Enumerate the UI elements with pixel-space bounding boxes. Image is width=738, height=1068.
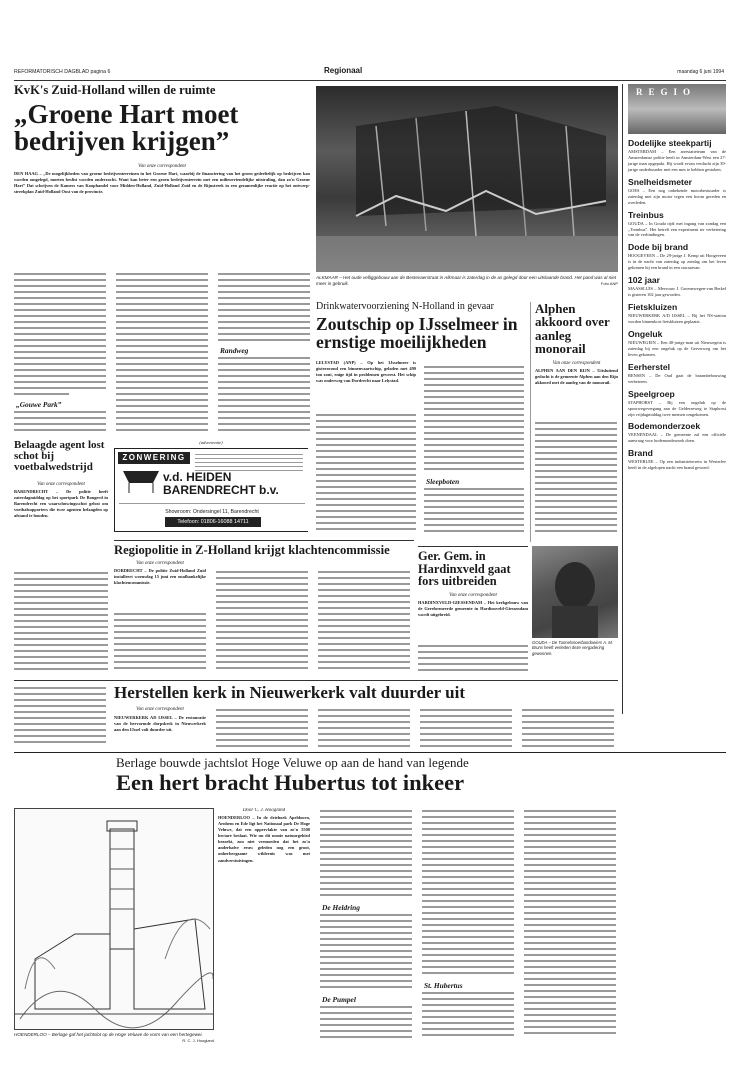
gouda-caption: GOUDA – De Tunnelsnoerbandoeiers A. M. Bruns heeft verleden deze vergadering gewonnen. [532,640,613,656]
regio-item-title: Dodelijke steekpartij [628,138,712,148]
regiopolitie-col-2 [216,569,308,675]
regio-item-title: Treinbus [628,209,664,220]
kicker: Drinkwatervoorziening N-Holland in gevaar [316,302,494,312]
regio-item-title: 102 jaar [628,275,661,286]
regio-items [628,138,726,471]
regio-item-text: GOES – Een nog onbekende motorbestuurder is zaterdag met zijn motor tegen een boom gereden en overleden. [628,187,726,205]
regio-item-title: Bodemonderzoek [628,421,701,432]
regio-item-text: NIEUWERKERK A/D IJSSEL – Bij het NS-station worden binnenkort fietskluizen geplaatst. [628,313,726,324]
hubertus-lead-col [218,808,310,1044]
regio-item-title: Snelheidsmeter [628,176,692,187]
regio-item-title: Dode bij brand [628,242,689,253]
nieuwerkerk-col-3 [318,707,410,750]
alphen-body [535,420,617,540]
body-columns [14,271,310,436]
lead-text: DEN HAAG – „De mogelijkheden van groene bedrijventerreinen in het Groene Hart, waarbij de financiering van het groen gedeeltelijk op bedrijven kan worden omgelegd, moeten beslist worden onderzocht. Want kan beter een groen bedrijventerrein met een milieuvriendelijke uitstraling, dan zo'n Groene Hart” Dat schrijven de Kamers van Koophandel voor Midden-Holland, Zuid-Holland Zuid en de Rijnstreek in een gezamenlijke reactie op het ontwerp-streekplan Zuid-Holland Oost van de provincie. [14,170,310,195]
byline: Van onze correspondent [136,560,184,566]
ijsselmeer-col-2 [424,364,524,539]
photo-icon [316,86,618,272]
lead-text: DORDRECHT – De politie Zuid-Holland Zuid installeert woensdag 15 juni een onafhankelijke klachtencommissie. [114,567,206,585]
byline: Van onze correspondent [552,361,601,366]
ad-phone: Telefoon: 01806-16088 14711 [165,517,261,527]
text-col-1 [14,271,106,436]
regio-item-title: Ongeluk [628,328,663,339]
regio-item-text: STAPHORST – Bij een ongeluk op de spoorwegovergang aan de Gelderseweg te Staphorst zijn vrijdagmiddag twee mensen omgekomen. [628,399,726,417]
byline: Van onze correspondent [138,163,186,169]
regio-item-title: Eerherstel [628,361,671,372]
ad-brand: ZONWERING [118,452,190,464]
castle-drawing-icon [15,809,214,1030]
nieuwerkerk-col-0 [14,685,106,749]
page-date: maandag 6 juni 1994 [677,69,724,75]
article-hubertus [14,752,726,1048]
ad-company: v.d. HEIDEN BARENDRECHT b.v. [163,470,279,497]
hubertus-caption [14,1032,214,1048]
article-voetbal [14,440,108,680]
article-groene-hart [14,84,310,436]
subheading-sleepboten: Sleepboten [426,477,460,486]
photo-credit: Foto ANP [600,280,618,286]
subheading-st-hubertus: St. Hubertus [424,981,463,990]
regio-item-text: NIEUWEGEIN – Een 48-jarige man uit Nieuwegein is zaterdag bij een ongeluk op de Gerverweg om het leven gekomen. [628,339,726,357]
ad-label: (advertentie) [199,440,223,445]
regio-item-text: WESTERLEE – Op een industrieterrein in Westerlee heeft in de afgelopen nacht een brand gewoed. [628,459,726,471]
nieuwerkerk-col-4 [420,707,512,750]
subheading-gouwe-park: „Gouwe Park” [16,400,62,409]
subheading-randweg: Randweg [220,346,249,355]
kicker: KvK's Zuid-Holland willen de ruimte [14,84,216,97]
headline: Zoutschip op IJsselmeer in ernstige moeilijkheden [316,314,518,353]
headline: „Groene Hart moet bedrijven krijgen” [14,98,239,157]
hubertus-col-2 [320,808,412,1044]
ijsselmeer-col-1 [316,412,416,537]
headline: Herstellen kerk in Nieuwerkerk valt duurder uit [114,683,465,702]
kicker: Berlage bouwde jachtslot Hoge Veluwe op aan de hand van legende [116,755,469,770]
regio-label: REGIO [636,87,697,97]
awning-icon [121,469,161,495]
article-nieuwerkerk [14,680,618,750]
lead-text: BARENDRECHT – De politie heeft zaterdagmiddag op het sportpark De Bongerd in Barendrecht een waarschuwingsschot gelost om voetbalsupporters die twee agenten belaagden op afstand te houden. [14,488,108,518]
alkmaar-caption [316,275,618,297]
regio-item-title: Brand [628,448,653,459]
article-ijsselmeer [316,302,526,542]
byline: Van onze correspondent [449,592,497,598]
regio-item-title: Fietskluizen [628,302,678,313]
regio-item-text: VEENENDAAL – De gemeente zal een officiële aanvraag voor bodemonderzoek doen. [628,432,726,444]
headline: Belaagde agent lost schot bij voetbalwedstrijd [14,440,105,474]
subheading-heldring: De Heldring [322,903,360,912]
byline: Van onze correspondent [37,481,85,487]
hubertus-col-4 [524,808,616,1044]
ad-address-text [119,501,305,509]
nieuwerkerk-col-5 [522,707,614,750]
page-header [14,66,726,80]
voetbal-body [14,570,108,680]
headline: Alphen akkoord over aanleg monorail [535,302,610,356]
lead-text: HARDINXVELD-GIESSENDAM – Het kerkgebouw van de Gereformeerde gemeente in Hardinxveld-Giessendam wordt uitgebreid. [418,599,528,618]
lead-text: HOENDERLOO – In de driehoek Apeldoorn, Arnhem en Ede ligt het Nationaal park De Hoge Veluwe, dat een oppervlakte van zo'n 5500 hectare beslaat. Wie nu dit mooie natuurgebied bezoekt, zou niet vermoeden dat het zo'n anderhalve eeuw geleden nog een groot, onherbergzame wildernis was met zandverstuivingen. [218,815,310,863]
section-title: Regionaal [324,66,363,75]
headline: Ger. Gem. in Hardinxveld gaat fors uitbreiden [418,549,511,589]
lead-text: ALPHEN AAN DEN RIJN – Uitsluitend gedacht is de gemeente Alphen aan den Rijn akkoord met de aanleg van de monorail. [535,368,618,386]
regio-banner [628,84,726,134]
headline: Regiopolitie in Z-Holland krijgt klachtencommissie [114,543,390,557]
caption-text: HOENDERLOO – Berlage gaf het jachtslot op de Hoge Veluwe de vorm van een hertegewei. [14,1032,203,1037]
lead-text: NIEUWERKERK AD IJSSEL – De restauratie van de hervormde dorpskerk in Nieuwerkerk aan den IJssel valt duurder uit. [114,715,206,733]
alkmaar-photo [316,86,618,272]
headline: Een hert bracht Hubertus tot inkeer [116,770,465,796]
drawing-credit: R. C. J. Hoogland [182,1037,214,1043]
advertisement [114,440,308,532]
regio-item-text: RENSEN – De Oud gaat de braambebouwing verbeteren. [628,372,726,384]
regiopolitie-col-3 [318,569,410,675]
gereformeerd-body [418,643,528,676]
regio-item-text: MAASSLUIS – Mevrouw J. Groenewegen-van Berkel is gisteren 102 jaar geworden. [628,286,726,298]
byline: Door C. J. Hoogland [242,808,286,813]
header-rule [14,80,726,81]
regio-item-title: Speelgroep [628,388,675,399]
byline: Van onze correspondent [136,707,184,712]
regio-column [622,84,726,714]
paper-name: REFORMATORISCH DAGBLAD pagina 6 [14,69,111,75]
subheading-pumpel: De Pumpel [322,995,356,1004]
article-alphen [530,302,618,542]
nieuwerkerk-col-2 [216,707,308,750]
article-gereformeerd [418,546,528,676]
regio-item-text: HOOGEVEEN – De 29-jarige J. Kemp uit Hoogeveen is in de nacht van zaterdag op zondag om het leven gekomen bij een brand in een stacaravan. [628,253,726,271]
photo-icon [532,546,618,638]
caption-text: ALKMAAR – Het oude velliggebouw aan de Bestevaerstraat in Alkmaar is zaterdag in de as gelegd door een uitslaande brand. Het pand was al niet meer in gebruik. [316,275,617,286]
text-col-3 [218,271,310,436]
regiopolitie-col-1 [114,611,206,675]
hubertus-drawing [14,808,214,1030]
ad-address: Showroom: Ondersingel 11, Barendrecht [165,509,259,515]
text-col-2 [116,271,208,436]
article-regiopolitie [114,540,414,676]
regio-item-text: GOUDA – In Gouda rijdt met ingang van zondag een „Treinbus”. Het betreft een experiment ter verbetering van de verbindingen. [628,220,726,238]
hubertus-col-3 [422,808,514,1044]
lead-text: LELYSTAD (ANP) – Op het IJsselmeer is gisteravond een binnenvaartschip, geladen met 499 ton zout, enige tijd in problemen geweest. Het schip was onderweg van Dordrecht naar Lelystad. [316,360,416,384]
regio-item-text: AMSTERDAM – Een arrestatieteam van de Amsterdamse politie heeft in Amsterdam-West een 27-jarige man opgepakt. Hij wordt ervan verdacht zijn 39-jarige onderhuurder met een mes te hebben gestoken. [628,149,726,172]
ad-box [114,448,308,532]
gouda-photo [532,546,618,638]
